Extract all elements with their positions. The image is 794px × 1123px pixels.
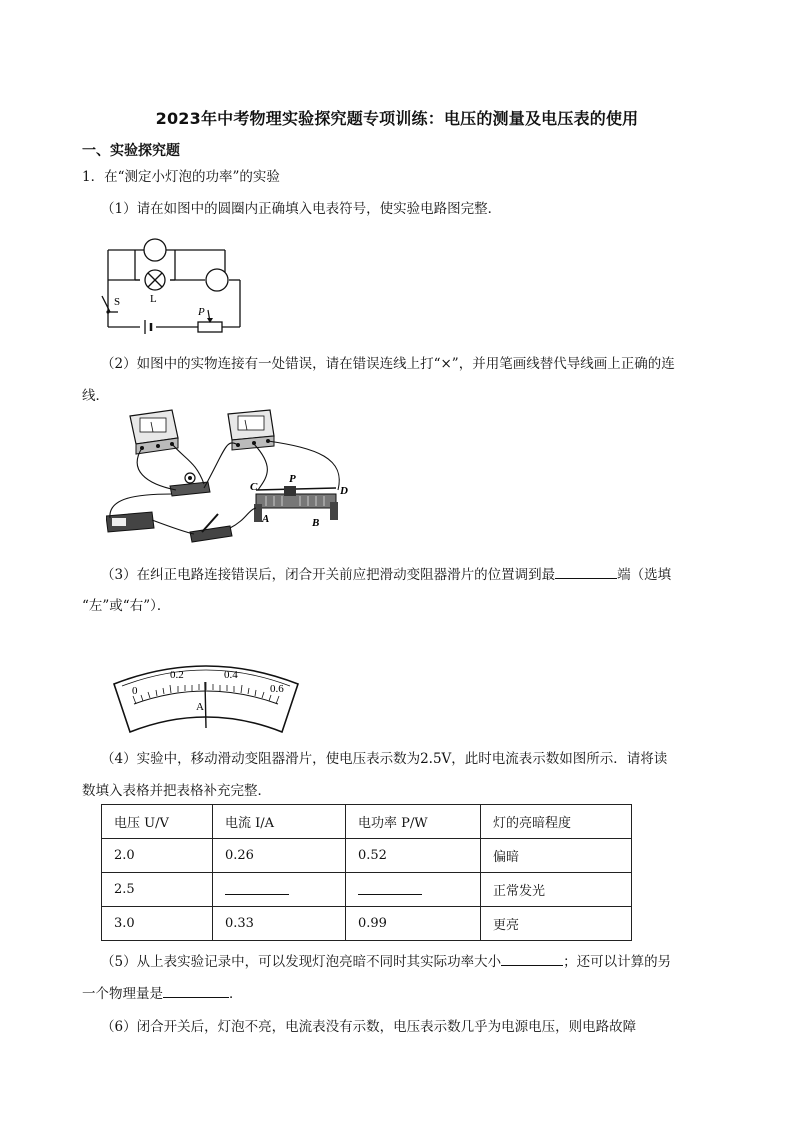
answer-blank-power[interactable] [358,880,422,895]
terminal-label-b: B [312,517,320,529]
part-1-text: （1）请在如图中的圆圈内正确填入电表符号，使实验电路图完整． [101,201,502,217]
dial-tick-label-0: 0 [132,685,138,697]
part-4-line-2: 数填入表格并把表格补充完整． [82,783,271,799]
dial-needle [205,682,206,728]
table-cell: 3.0 [102,907,213,941]
table-cell: 0.99 [346,907,481,941]
table-cell: 偏暗 [481,839,632,873]
terminal-label-c: C [250,481,258,493]
table-cell-current-blank[interactable] [213,873,346,907]
switch-device [190,514,232,542]
part-3-line-2: “左”或“右”）． [82,598,171,614]
terminal-label-d: D [340,485,348,497]
question-stem: 1．在“测定小灯泡的功率”的实验 [82,169,280,185]
section-heading: 一、实验探究题 [82,143,180,159]
apparatus-drawing [106,408,356,548]
part-5-text-a: （5）从上表实验记录中，可以发现灯泡亮暗不同时其实际功率大小 [101,954,502,970]
dial-tick-label-0-6: 0.6 [270,683,284,695]
table-cell-power-blank[interactable] [346,873,481,907]
part-3-line-1 [101,563,671,583]
terminal-label-p: P [289,473,296,485]
table-header-cell: 灯的亮暗程度 [481,805,632,839]
voltmeter-device [130,410,178,454]
lamp-symbol [145,270,165,290]
switch-label: S [114,296,121,308]
part-4-line-1: （4）实验中，移动滑动变阻器滑片，使电压表示数为2.5V，此时电流表示数如图所示．请将读 [101,751,668,767]
table-cell: 2.5 [102,873,213,907]
part-3-text-b: 端（选填 [617,567,672,583]
table-cell: 0.52 [346,839,481,873]
answer-blank-current[interactable] [225,880,289,895]
dial-tick-label-0-4: 0.4 [224,669,238,681]
table-row [102,907,632,941]
part-6-line-1: （6）闭合开关后，灯泡不亮，电流表没有示数，电压表示数几乎为电源电压，则电路故障 [101,1019,637,1035]
slider-label: P [198,306,205,318]
dial-tick-label-0-2: 0.2 [170,669,184,681]
answer-blank-quantity[interactable] [163,983,229,998]
switch-symbol [102,296,110,312]
bulb-on-base [170,473,210,496]
answer-blank-end[interactable] [555,564,617,579]
terminal-label-a: A [262,513,270,525]
table-cell: 2.0 [102,839,213,873]
part-2-line-1: （2）如图中的实物连接有一处错误，请在错误连线上打“×”，并用笔画线替代导线画上正确的连 [101,356,675,372]
table-row [102,873,632,907]
part-3-text-a: （3）在纠正电路连接错误后，闭合开关前应把滑动变阻器滑片的位置调到最 [101,567,556,583]
table-cell: 0.33 [213,907,346,941]
empty-meter-circle-right [206,269,228,291]
part-2-line-2: 线． [82,388,109,404]
part-5-text-c: 一个物理量是 [82,986,163,1002]
ammeter-dial [108,654,304,736]
table-header-cell: 电流 I/A [213,805,346,839]
table-header-cell: 电压 U/V [102,805,213,839]
part-5-text-b: ；还可以计算的另 [563,954,672,970]
part-5-line-1 [101,950,671,970]
page-title: 2023年中考物理实验探究题专项训练：电压的测量及电压表的使用 [155,109,639,128]
part-5-text-d: ． [229,986,243,1002]
battery-symbol [145,320,151,334]
battery-box [106,512,154,532]
table-cell: 更亮 [481,907,632,941]
table-cell: 0.26 [213,839,346,873]
data-table [101,804,632,941]
part-5-line-2 [82,982,243,1002]
lamp-label: L [150,293,157,305]
dial-unit-label: A [196,701,204,713]
table-cell: 正常发光 [481,873,632,907]
circuit-diagram [90,230,250,340]
answer-blank-power-relation[interactable] [501,951,563,966]
table-header-row [102,805,632,839]
empty-meter-circle-top [144,239,166,261]
table-header-cell: 电功率 P/W [346,805,481,839]
table-row [102,839,632,873]
